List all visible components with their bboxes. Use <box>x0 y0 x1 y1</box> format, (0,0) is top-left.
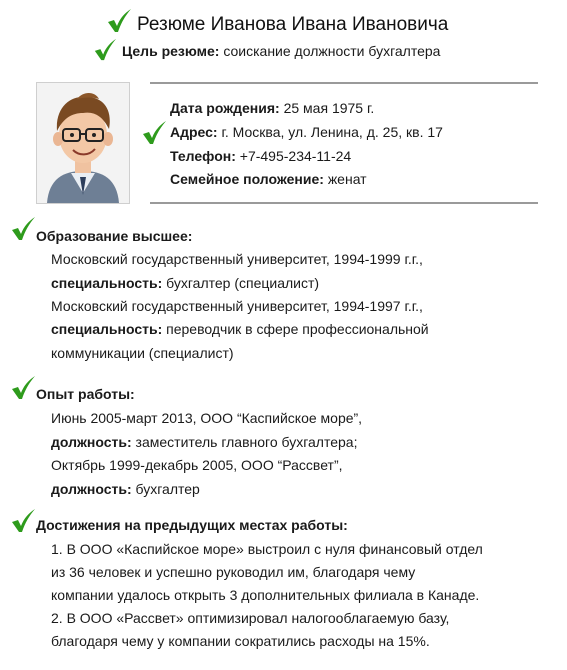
line-text: Московский государственный университет, 1994-1997 г.г., <box>51 298 423 314</box>
divider-bottom <box>150 202 538 204</box>
education-line <box>51 298 423 314</box>
line-label: должность: <box>51 481 132 497</box>
birth-date <box>170 100 374 116</box>
line-label: специальность: <box>51 275 163 291</box>
line-text: 1. В ООО «Каспийское море» выстроил с нуля финансовый отдел <box>51 541 483 557</box>
education-heading: Образование высшее: <box>36 228 193 244</box>
achievement-line <box>51 610 449 626</box>
experience-heading: Опыт работы: <box>36 386 135 402</box>
line-text: переводчик в сфере профессиональной <box>166 321 429 337</box>
marital-label: Семейное положение: <box>170 171 324 187</box>
achievement-line <box>51 633 430 649</box>
check-icon-title <box>106 8 132 34</box>
divider-top <box>150 82 538 84</box>
line-label: специальность: <box>51 321 163 337</box>
experience-line <box>51 410 362 426</box>
phone <box>170 148 351 164</box>
line-text: из 36 человек и успешно руководил им, благодаря чему <box>51 564 416 580</box>
line-text: Июнь 2005-март 2013, ООО “Каспийское море”, <box>51 410 363 426</box>
check-icon-personal <box>141 120 167 146</box>
achievement-line <box>51 564 415 580</box>
check-icon-achievements <box>10 508 36 534</box>
avatar <box>36 82 130 204</box>
goal-label: Цель резюме: <box>122 43 220 59</box>
marital-status <box>170 171 367 187</box>
marital-value: женат <box>327 171 367 187</box>
resume-goal <box>122 43 440 59</box>
check-icon-experience <box>10 375 36 401</box>
phone-value: +7-495-234-11-24 <box>239 148 352 164</box>
education-line <box>51 275 319 291</box>
line-text: Октябрь 1999-декабрь 2005, ООО “Рассвет”, <box>51 457 343 473</box>
line-text: 2. В ООО «Рассвет» оптимизировал налогооблагаемую базу, <box>51 610 450 626</box>
achievements-heading: Достижения на предыдущих местах работы: <box>36 517 348 533</box>
line-text: бухгалтер <box>135 481 200 497</box>
line-text: бухгалтер (специалист) <box>166 275 320 291</box>
page-title: Резюме Иванова Ивана Ивановича <box>137 14 449 35</box>
education-line <box>51 251 423 267</box>
achievement-line <box>51 541 483 557</box>
address-value: г. Москва, ул. Ленина, д. 25, кв. 17 <box>221 124 443 140</box>
line-text: Московский государственный университет, 1994-1999 г.г., <box>51 251 423 267</box>
check-icon-goal <box>93 38 117 62</box>
birth-label: Дата рождения: <box>170 100 280 116</box>
line-text: заместитель главного бухгалтера; <box>135 434 358 450</box>
birth-value: 25 мая 1975 г. <box>283 100 375 116</box>
line-text: коммуникации (специалист) <box>51 345 234 361</box>
goal-value: соискание должности бухгалтера <box>223 43 441 59</box>
address <box>170 124 443 140</box>
education-line <box>51 345 234 361</box>
achievement-line <box>51 587 479 603</box>
line-label: должность: <box>51 434 132 450</box>
experience-line <box>51 457 343 473</box>
address-label: Адрес: <box>170 124 218 140</box>
check-icon-education <box>10 216 36 242</box>
line-text: компании удалось открыть 3 дополнительных филиала в Канаде. <box>51 587 480 603</box>
education-line <box>51 321 429 337</box>
experience-line <box>51 481 200 497</box>
line-text: благодаря чему у компании сократились расходы на 15%. <box>51 633 430 649</box>
experience-line <box>51 434 357 450</box>
phone-label: Телефон: <box>170 148 236 164</box>
